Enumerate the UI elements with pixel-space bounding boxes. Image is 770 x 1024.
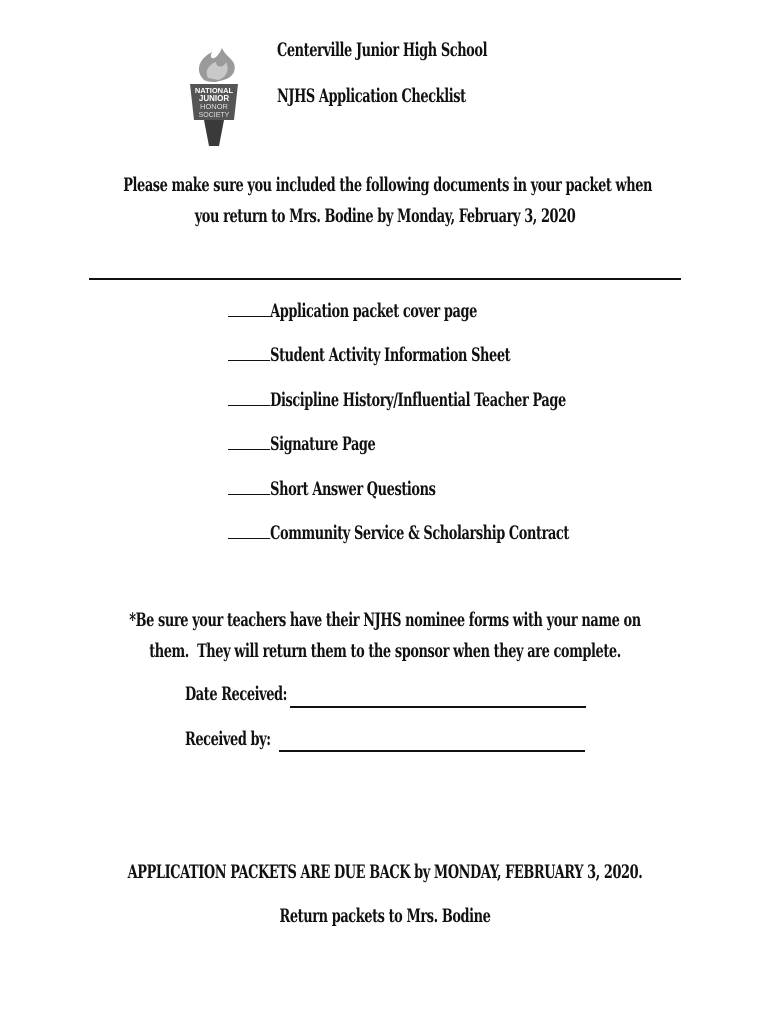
checkbox-blank[interactable] <box>228 477 270 495</box>
checklist-item-label: Community Service & Scholarship Contract <box>270 522 569 544</box>
checklist-item <box>228 299 477 321</box>
checklist-item <box>228 432 375 454</box>
logo-text-line: SOCIETY <box>198 112 230 119</box>
date-received-field[interactable] <box>290 706 586 708</box>
checklist-item <box>228 343 510 365</box>
note-line: *Be sure your teachers have their NJHS nominee forms with your name on <box>129 609 641 631</box>
checklist-item-label: Discipline History/Influential Teacher Page <box>270 389 566 411</box>
received-by-field[interactable] <box>279 750 585 752</box>
intro-line: you return to Mrs. Bodine by Monday, February 3, 2020 <box>194 205 576 227</box>
logo-text-line: HONOR <box>200 102 228 111</box>
checklist-item <box>228 388 566 410</box>
checklist-title: NJHS Application Checklist <box>277 85 466 107</box>
divider <box>89 278 681 280</box>
date-received-label: Date Received: <box>185 683 288 705</box>
checklist-item-label: Short Answer Questions <box>270 478 436 500</box>
note-line: them. They will return them to the sponsor when they are complete. <box>149 640 621 662</box>
logo-text-line: JUNIOR <box>198 94 230 103</box>
checklist-item-label: Student Activity Information Sheet <box>270 344 511 366</box>
due-notice-text: APPLICATION PACKETS ARE DUE BACK by MONDAY, FEBRUARY 3, 2020. <box>127 861 643 883</box>
intro-paragraph <box>0 176 770 195</box>
checklist-item-label: Application packet cover page <box>270 300 477 322</box>
checkbox-blank[interactable] <box>228 432 270 450</box>
return-notice <box>0 907 770 926</box>
received-by-label: Received by: <box>185 728 271 750</box>
checkbox-blank[interactable] <box>228 521 270 539</box>
school-name: Centerville Junior High School <box>277 39 488 61</box>
checkbox-blank[interactable] <box>228 299 270 317</box>
checklist-item-label: Signature Page <box>270 433 376 455</box>
intro-paragraph-cont <box>0 207 770 226</box>
note-paragraph-cont <box>0 642 770 661</box>
note-paragraph <box>0 611 770 630</box>
logo-text-line: NATIONAL <box>194 86 234 95</box>
njhs-torch-icon <box>186 40 242 150</box>
return-notice-text: Return packets to Mrs. Bodine <box>279 905 491 927</box>
checklist-item <box>228 521 569 543</box>
intro-line: Please make sure you included the following documents in your packet when <box>123 174 653 196</box>
checklist-item <box>228 477 435 499</box>
checkbox-blank[interactable] <box>228 343 270 361</box>
checkbox-blank[interactable] <box>228 388 270 406</box>
due-notice <box>0 863 770 882</box>
